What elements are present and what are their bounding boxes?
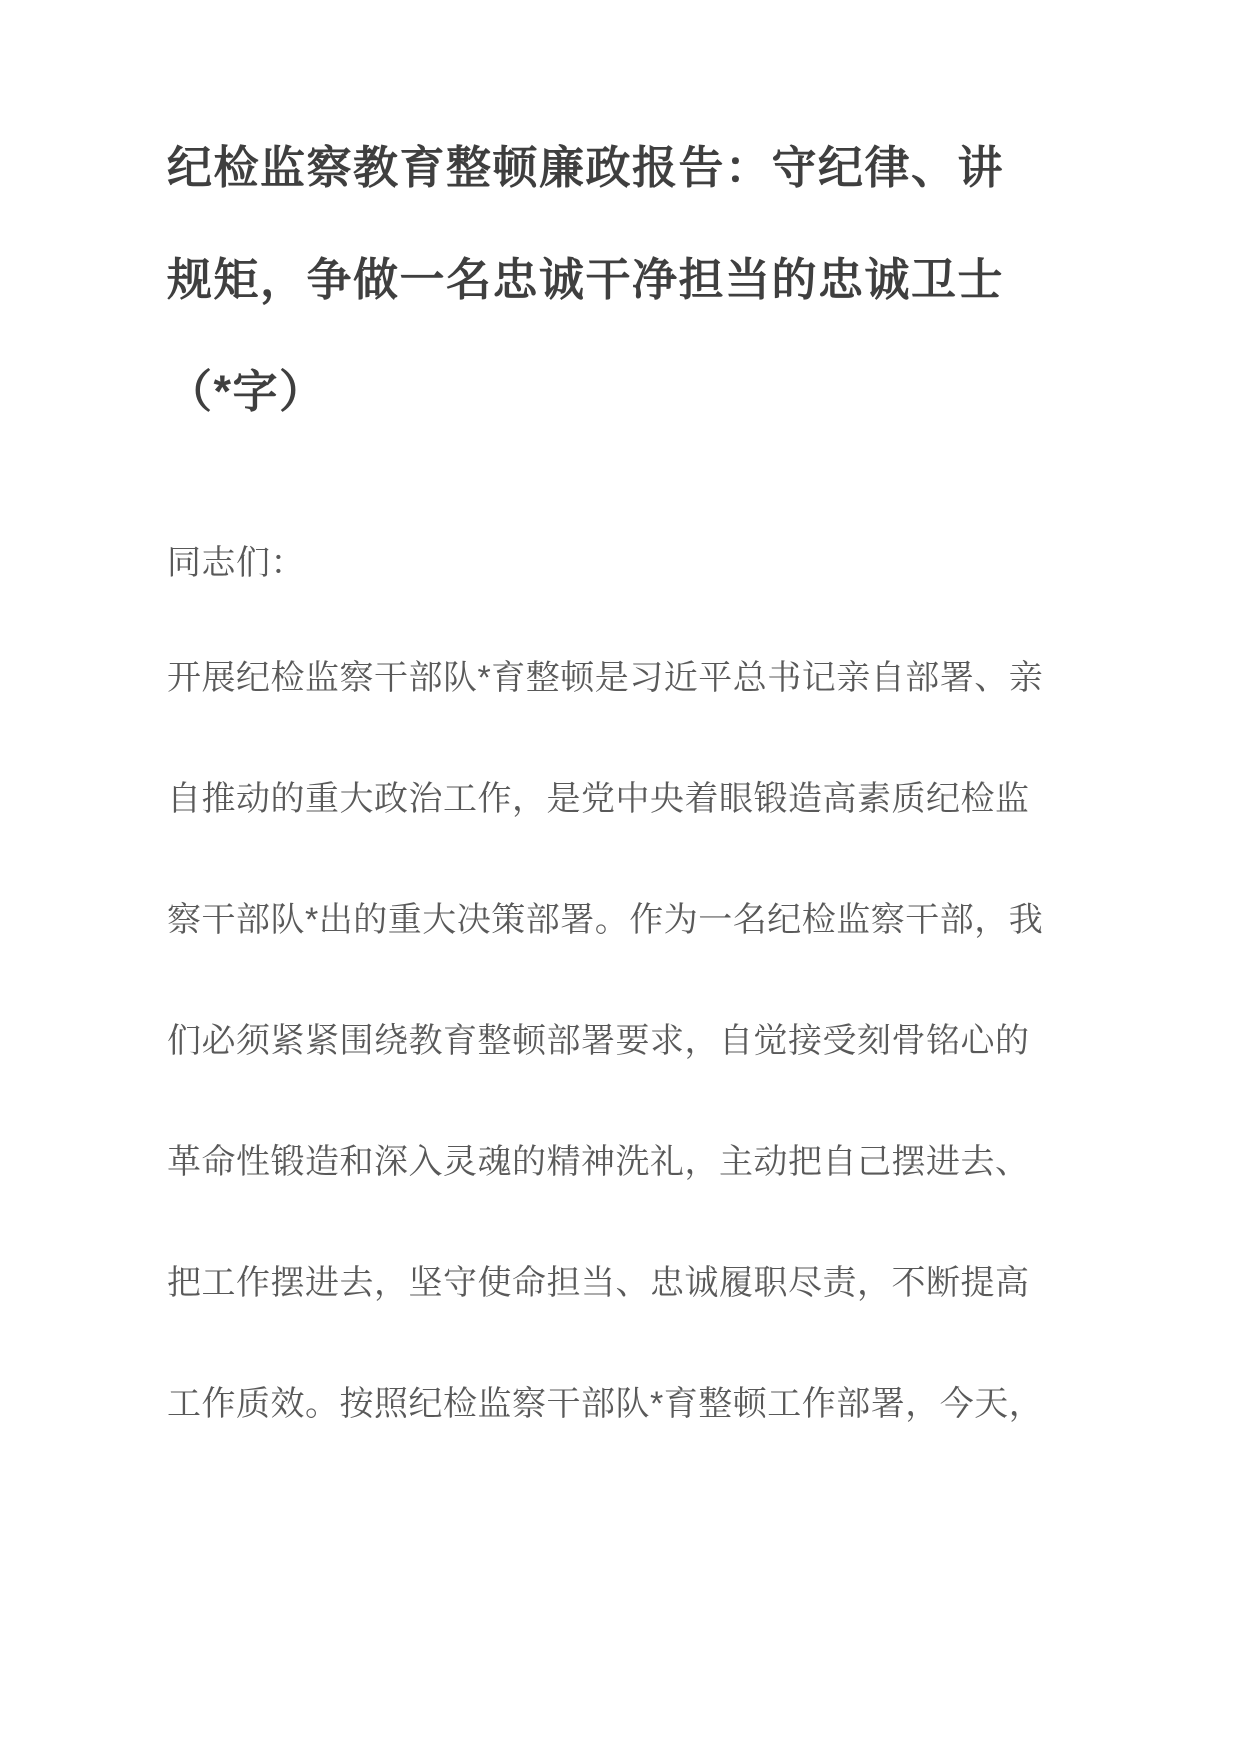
document-title-line-3: （*字）: [167, 366, 326, 417]
paragraph-line: 们必须紧紧围绕教育整顿部署要求，自觉接受刻骨铭心的: [167, 1022, 1030, 1060]
paragraph-line: 把工作摆进去，坚守使命担当、忠诚履职尽责，不断提高: [167, 1264, 1030, 1302]
document-title: [167, 112, 1080, 448]
paragraph-line: 察干部队*出的重大决策部署。作为一名纪检监察干部，我: [167, 901, 1044, 939]
body-paragraph: [167, 618, 1080, 1465]
paragraph-line: 开展纪检监察干部队*育整顿是习近平总书记亲自部署、亲: [167, 659, 1044, 697]
salutation: 同志们：: [167, 544, 305, 582]
paragraph-line: 工作质效。按照纪检监察干部队*育整顿工作部署，今天，: [167, 1385, 1044, 1423]
document-title-line-1: 纪检监察教育整顿廉政报告：守纪律、讲: [167, 142, 1005, 193]
paragraph-line: 革命性锻造和深入灵魂的精神洗礼，主动把自己摆进去、: [167, 1143, 1030, 1181]
document-title-line-2: 规矩，争做一名忠诚干净担当的忠诚卫士: [167, 254, 1005, 305]
paragraph-line: 自推动的重大政治工作，是党中央着眼锻造高素质纪检监: [167, 780, 1030, 818]
